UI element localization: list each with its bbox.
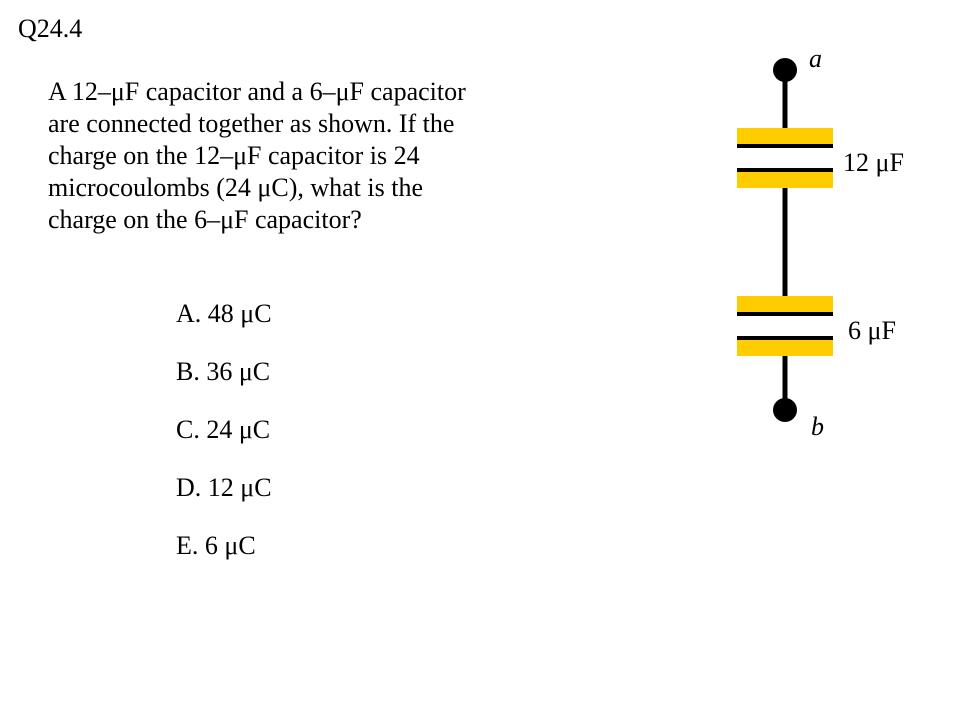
question-line: microcoulombs (24 μC), what is the	[48, 173, 423, 202]
capacitor-6uF-label: 6 μF	[848, 316, 896, 345]
capacitor-plate-bottom	[737, 171, 833, 188]
terminal-a-dot	[773, 58, 797, 82]
choice-a[interactable]: A. 48 μC	[176, 299, 272, 328]
capacitor-6uF	[737, 296, 833, 356]
question-line: A 12–μF capacitor and a 6–μF capacitor	[48, 77, 466, 106]
node-label-b: b	[811, 412, 824, 441]
capacitor-12uF-label: 12 μF	[843, 148, 904, 177]
choice-e[interactable]: E. 6 μC	[176, 531, 256, 560]
question-line: charge on the 12–μF capacitor is 24	[48, 141, 420, 170]
choice-c[interactable]: C. 24 μC	[176, 415, 271, 444]
capacitor-plate-top	[737, 296, 833, 313]
node-label-a: a	[809, 44, 822, 73]
choice-b[interactable]: B. 36 μC	[176, 357, 271, 386]
capacitor-plate-bottom	[737, 339, 833, 356]
capacitor-plate-top	[737, 128, 833, 145]
capacitor-12uF	[737, 128, 833, 188]
question-line: are connected together as shown. If the	[48, 109, 455, 138]
choice-d[interactable]: D. 12 μC	[176, 473, 272, 502]
question-id: Q24.4	[18, 14, 83, 43]
question-line: charge on the 6–μF capacitor?	[48, 205, 362, 234]
terminal-b-dot	[773, 398, 797, 422]
